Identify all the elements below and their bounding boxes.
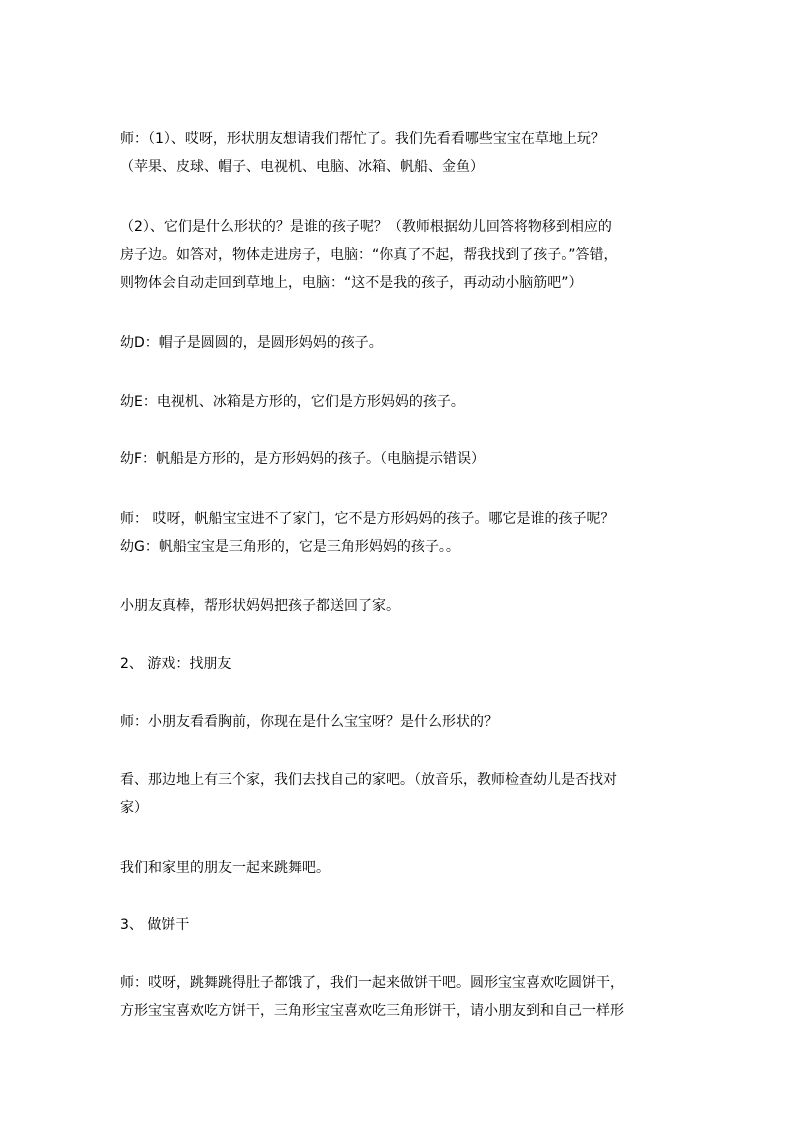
paragraph-question-shapes [120, 213, 680, 297]
paragraph-dance [120, 854, 680, 882]
text-line: （苹果、皮球、帽子、电视机、电脑、冰箱、帆船、金鱼） [120, 159, 484, 175]
paragraph-praise [120, 592, 680, 620]
text-line: （2）、它们是什么形状的？是谁的孩子呢？（教师根据幼儿回答将物移到相应的 [120, 219, 612, 235]
text-line: 师：小朋友看看胸前，你现在是什么宝宝呀？是什么形状的？ [120, 714, 498, 730]
text-line: 则物体会自动走回到草地上，电脑：“这不是我的孩子，再动动小脑筋吧”） [120, 275, 583, 291]
text-line: 方形宝宝喜欢吃方饼干，三角形宝宝喜欢吃三角形饼干，请小朋友到和自己一样形 [120, 1003, 624, 1019]
text-line: 幼F：帆船是方形的，是方形妈妈的孩子。（电脑提示错误） [120, 451, 486, 467]
paragraph-child-d [120, 329, 680, 357]
paragraph-child-e [120, 388, 680, 416]
paragraph-teacher-intro [120, 125, 680, 181]
text-line: 师：（1）、哎呀，形状朋友想请我们帮忙了。我们先看看哪些宝宝在草地上玩？ [120, 131, 605, 147]
text-line: 3、 做饼干 [120, 917, 190, 933]
text-line: 看、那边地上有三个家，我们去找自己的家吧。（放音乐，教师检查幼儿是否找对 [120, 772, 617, 788]
paragraph-teacher-biscuits [120, 969, 680, 1025]
text-line: 2、 游戏：找朋友 [120, 656, 232, 672]
text-line: 师：哎呀，跳舞跳得肚子都饿了，我们一起来做饼干吧。圆形宝宝喜欢吃圆饼干， [120, 975, 624, 991]
text-line: 我们和家里的朋友一起来跳舞吧。 [120, 860, 330, 876]
text-line: 幼E：电视机、冰箱是方形的，它们是方形妈妈的孩子。 [120, 394, 465, 410]
paragraph-three-homes [120, 766, 680, 822]
paragraph-child-f [120, 445, 680, 473]
section-heading-make-biscuits [120, 911, 680, 939]
section-heading-find-friends [120, 650, 680, 678]
text-line: 幼G：帆船宝宝是三角形的，它是三角形妈妈的孩子。。 [120, 539, 460, 555]
text-line: 师： 哎呀，帆船宝宝进不了家门，它不是方形妈妈的孩子。哪它是谁的孩子呢？ [120, 511, 615, 527]
paragraph-teacher-chest [120, 708, 680, 736]
text-line: 幼D：帽子是圆圆的，是圆形妈妈的孩子。 [120, 335, 383, 351]
text-line: 小朋友真棒，帮形状妈妈把孩子都送回了家。 [120, 598, 400, 614]
text-line: 房子边。如答对，物体走进房子，电脑：“你真了不起，帮我找到了孩子。”答错， [120, 247, 618, 263]
paragraph-teacher-sailboat [120, 505, 680, 561]
text-line: 家） [120, 800, 148, 816]
